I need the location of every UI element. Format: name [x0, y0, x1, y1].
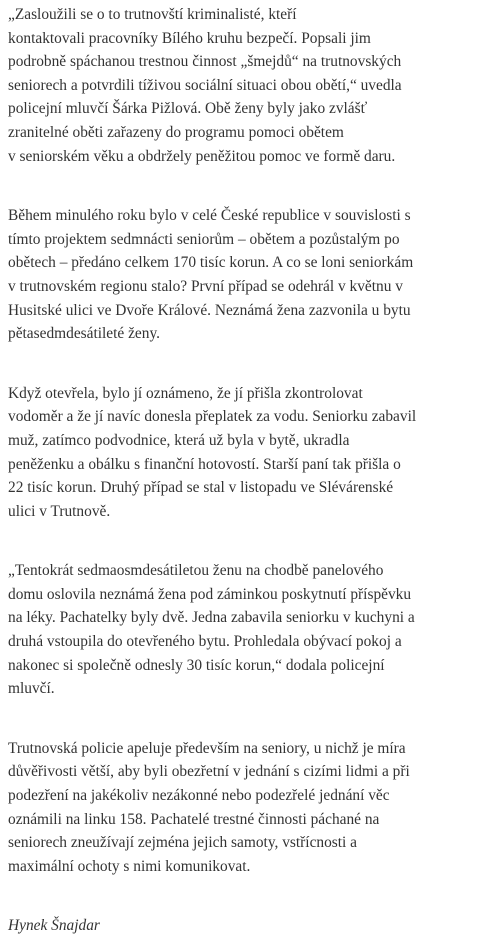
- text-line: maximální ochoty s nimi komunikovat.: [8, 857, 251, 875]
- author-byline: Hynek Šnajdar: [8, 917, 100, 935]
- text-line: Během minulého roku bylo v celé České republice v souvislosti s: [8, 207, 411, 225]
- text-line: Když otevřela, bylo jí oznámeno, že jí přišla zkontrolovat: [8, 384, 363, 402]
- text-line: mluvčí.: [8, 680, 55, 698]
- text-line: Husitské ulici ve Dvoře Králové. Neznámá žena zazvonila u bytu: [8, 301, 411, 319]
- text-line: domu oslovila neznámá žena pod záminkou poskytnutí příspěvku: [8, 585, 412, 603]
- text-line: zranitelné oběti zařazeny do programu pomoci obětem: [8, 123, 344, 141]
- text-line: důvěřivosti větší, aby byli obezřetní v jednání s cizími lidmi a při: [8, 763, 410, 781]
- paragraph-3: [8, 382, 479, 524]
- text-line: ulici v Trutnově.: [8, 502, 111, 520]
- paragraph-5: [8, 737, 479, 879]
- text-line: oznámili na linku 158. Pachatelé trestné činnosti páchané na: [8, 810, 380, 828]
- text-line: pětasedmdesátileté ženy.: [8, 325, 160, 343]
- text-line: na léky. Pachatelky byly dvě. Jedna zabavila seniorku v kuchyni a: [8, 609, 415, 627]
- paragraph-2: [8, 204, 479, 346]
- paragraph-4: [8, 559, 479, 701]
- text-line: seniorech a potvrdili tíživou sociální situaci obou obětí,“ uvedla: [8, 76, 402, 94]
- text-line: „Zasloužili se o to trutnovští kriminalisté, kteří: [8, 6, 297, 23]
- text-line: muž, zatímco podvodnice, která už byla v bytě, ukradla: [8, 431, 350, 449]
- text-line: 22 tisíc korun. Druhý případ se stal v listopadu ve Slévárenské: [8, 479, 394, 497]
- text-line: druhá vstoupila do otevřeného bytu. Prohledala obývací pokoj a: [8, 633, 402, 651]
- text-line: v trutnovském regionu stalo? První případ se odehrál v květnu v: [8, 277, 403, 295]
- text-line: seniorech zneužívají zejména jejich samoty, vstřícnosti a: [8, 834, 358, 852]
- text-line: v seniorském věku a obdržely peněžitou pomoc ve formě daru.: [8, 147, 396, 165]
- text-line: tímto projektem sedmnácti seniorům – obětem a pozůstalým po: [8, 230, 400, 248]
- text-line: podrobně spáchanou trestnou činnost „šmejdů“ na trutnovských: [8, 53, 402, 71]
- text-line: podezření na jakékoliv nezákonné nebo podezřelé jednání věc: [8, 787, 390, 805]
- paragraph-1: [8, 3, 479, 168]
- text-line: policejní mluvčí Šárka Pižlová. Obě ženy byly jako zvlášť: [8, 100, 368, 118]
- text-line: peněženku a obálku s finanční hotovostí. Starší paní tak přišla o: [8, 455, 401, 473]
- text-line: obětech – předáno celkem 170 tisíc korun. A co se loni seniorkám: [8, 254, 414, 272]
- text-line: „Tentokrát sedmaosmdesátiletou ženu na chodbě panelového: [8, 562, 384, 580]
- text-line: kontaktovali pracovníky Bílého kruhu bezpečí. Popsali jim: [8, 29, 371, 47]
- text-line: vodoměr a že jí navíc donesla přeplatek za vodu. Seniorku zabavil: [8, 408, 417, 426]
- text-line: Trutnovská policie apeluje především na seniory, u nichž je míra: [8, 739, 406, 757]
- text-line: nakonec si společně odnesly 30 tisíc korun,“ dodala policejní: [8, 656, 385, 674]
